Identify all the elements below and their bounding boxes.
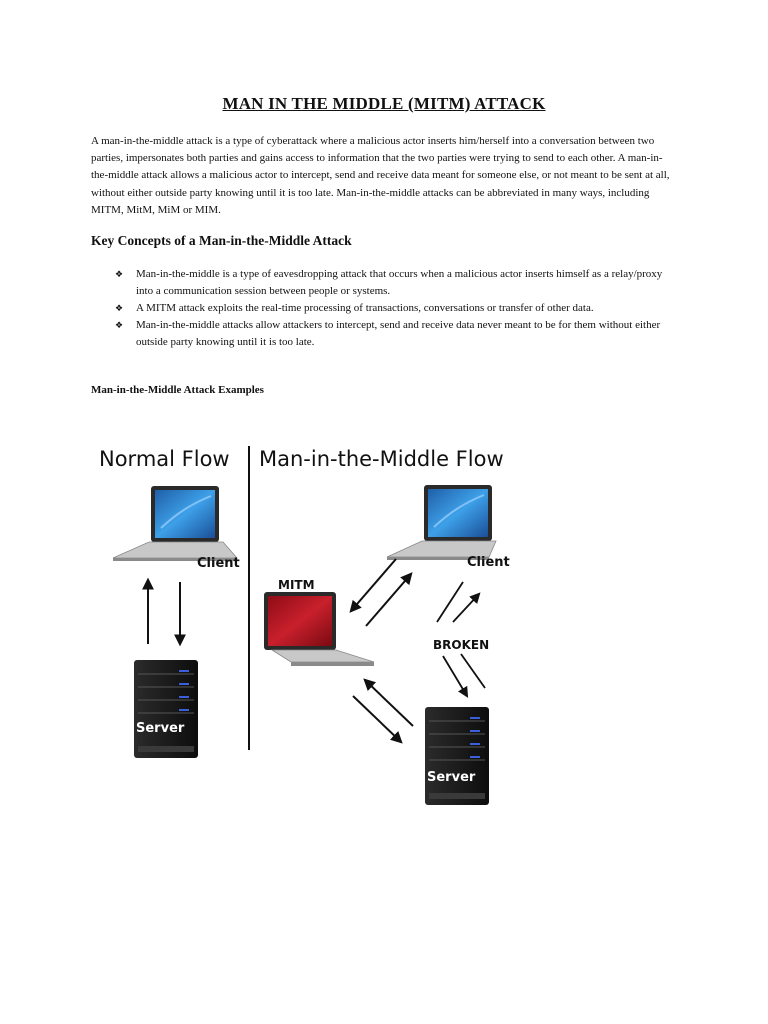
client-label: Client	[467, 555, 510, 570]
normal-flow-title: Normal Flow	[99, 447, 230, 471]
diamond-bullet-icon: ❖	[115, 320, 124, 330]
mitm-flow-diagram	[91, 426, 533, 824]
key-concept-text: A MITM attack exploits the real-time processing of transactions, conversations or transfer of other data.	[136, 302, 594, 314]
server-label: Server	[427, 770, 476, 785]
list-item	[115, 266, 680, 300]
broken-link-line	[461, 654, 485, 688]
server-label: Server	[136, 721, 185, 736]
page-title: MAN IN THE MIDDLE (MITM) ATTACK	[222, 94, 546, 113]
mitm-label: MITM	[278, 578, 315, 592]
key-concept-text: Man-in-the-middle is a type of eavesdropping attack that occurs when a malicious actor inserts himself as a relay/proxy into a communication session between people or systems.	[136, 268, 663, 297]
broken-arrow-down-icon	[443, 656, 467, 696]
intro-paragraph: A man-in-the-middle attack is a type of cyberattack where a malicious actor inserts him/herself into a conversation between two parties, impersonates both parties and gains access to information that the two parties were trying to send to each other. A man-in-the-middle attack allows a malicious actor to intercept, send and receive data meant for someone else, or not meant to be sent at all, without either outside party knowing until it is too late. Man-in-the-middle attacks can be abbreviated in many ways, including MITM, MitM, MiM or MIM.	[91, 135, 670, 216]
client-label: Client	[197, 556, 240, 571]
laptop-icon	[113, 486, 237, 561]
server-icon	[425, 707, 489, 805]
mitm-flow-title: Man-in-the-Middle Flow	[259, 447, 504, 471]
broken-arrow-up-icon	[453, 594, 479, 622]
diamond-bullet-icon: ❖	[115, 303, 124, 313]
broken-label: BROKEN	[433, 638, 490, 652]
arrow-to-server-icon	[353, 696, 401, 742]
key-concepts-heading: Key Concepts of a Man-in-the-Middle Attack	[91, 233, 352, 248]
key-concept-text: Man-in-the-middle attacks allow attackers to intercept, send and receive data never meant to be for them without either outside party knowing until it is too late.	[136, 319, 661, 348]
diamond-bullet-icon: ❖	[115, 269, 124, 279]
server-icon	[134, 660, 198, 758]
arrow-to-client-icon	[366, 574, 411, 626]
examples-heading: Man-in-the-Middle Attack Examples	[91, 384, 264, 396]
laptop-icon	[387, 485, 496, 560]
key-concepts-list	[115, 266, 680, 351]
list-item	[115, 300, 680, 317]
list-item	[115, 317, 680, 351]
arrow-to-mitm-icon	[351, 559, 396, 611]
arrow-to-mitm-icon	[365, 680, 413, 726]
